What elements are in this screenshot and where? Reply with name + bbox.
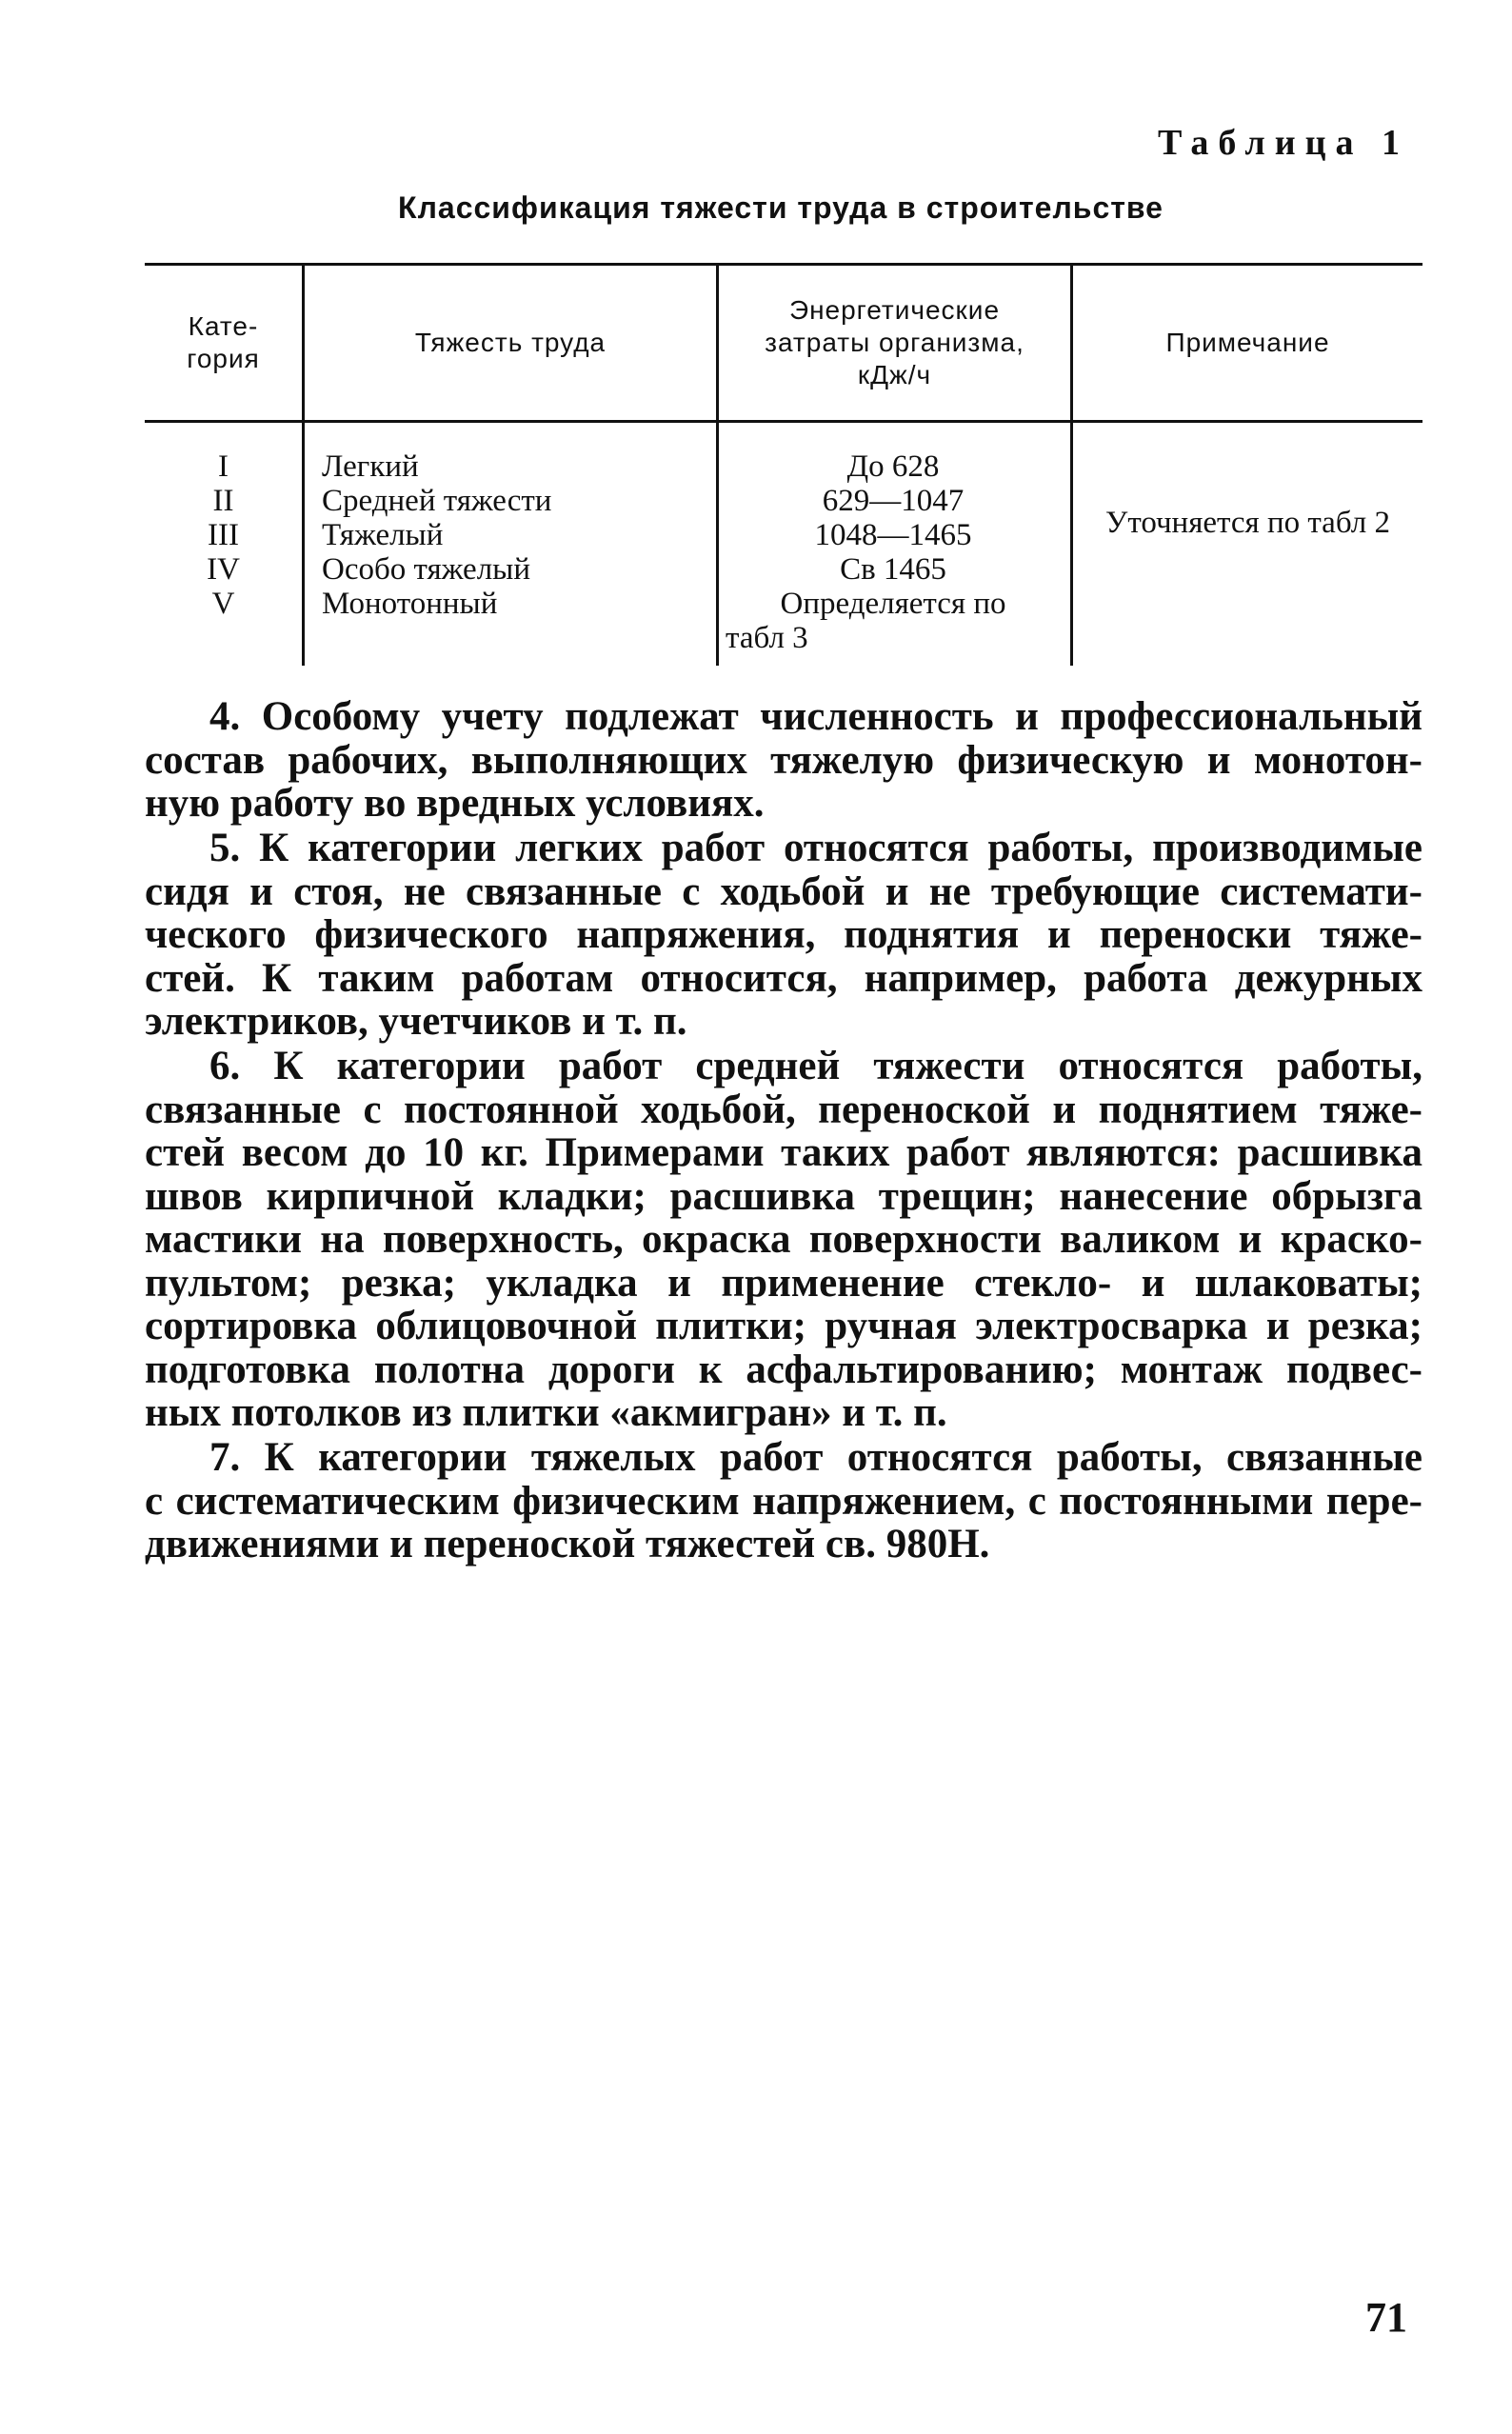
energy-cell: До 628 bbox=[846, 449, 940, 484]
energy-column bbox=[716, 449, 1070, 655]
column-divider bbox=[716, 266, 719, 420]
category-cell: II bbox=[212, 484, 234, 518]
severity-cell: Особо тяжелый bbox=[322, 552, 530, 587]
column-divider bbox=[716, 423, 719, 666]
header-category: Кате- гория bbox=[187, 311, 260, 373]
severity-cell: Легкий bbox=[322, 449, 419, 484]
page-number: 71 bbox=[1365, 2294, 1407, 2341]
category-column bbox=[145, 449, 302, 621]
table-label: Таблица 1 bbox=[1157, 123, 1409, 163]
note-cell: Уточняется по табл 2 bbox=[1104, 505, 1391, 540]
paragraph-7: 7. К категории тяжелых работ относятся работы, связанные с систематическим физическим напряжением, с постоянными пере- движениями и переноской тяжестей св. 980Н. bbox=[145, 1435, 1422, 1566]
energy-cell: Определяется по bbox=[780, 587, 1006, 621]
column-divider bbox=[302, 423, 305, 666]
paragraph-6: 6. К категории работ средней тяжести относятся работы, связанные с постоянной ходьбой, переноской и поднятием тяже- стей весом до 10 кг. Примерами таких работ являются: расшивка швов кирпичной кладки; расшивка трещин; нанесение обрызга мастики на поверхность, окраска поверхности валиком и краско- пультом; резка; укладка и применение стекло- и шлаковаты; сортировка облицовочной плитки; ручная электросварка и резка; подготовка полотна дороги к асфальтированию; монтаж подвес- ных потолков из плитки «акмигран» и т. п. bbox=[145, 1044, 1422, 1435]
severity-cell: Монотонный bbox=[322, 587, 498, 621]
column-divider bbox=[1070, 266, 1073, 420]
category-cell: IV bbox=[207, 552, 240, 587]
table-body bbox=[145, 423, 1422, 666]
severity-cell: Средней тяжести bbox=[322, 484, 552, 518]
paragraph-4: 4. Особому учету подлежат численность и профессиональный состав рабочих, выполняющих тяжелую физическую и монотон- ную работу во вредных условиях. bbox=[145, 694, 1422, 826]
table-title: Классификация тяжести труда в строительстве bbox=[398, 190, 1164, 225]
energy-cell: 629—1047 bbox=[822, 484, 965, 518]
header-energy: Энергетические затраты организма, кДж/ч bbox=[765, 295, 1025, 389]
severity-column bbox=[322, 449, 722, 621]
paragraph-5: 5. К категории легких работ относятся работы, производимые сидя и стоя, не связанные с ходьбой и не требующие системати- ческого физического напряжения, поднятия и переноски тяже- стей. К таким работам относится, например, работа дежурных электриков, учетчиков и т. п. bbox=[145, 826, 1422, 1044]
table-header-row bbox=[145, 266, 1422, 423]
category-cell: I bbox=[218, 449, 229, 484]
category-cell: V bbox=[211, 587, 235, 621]
energy-cell: 1048—1465 bbox=[814, 518, 972, 552]
category-cell: III bbox=[208, 518, 239, 552]
column-divider bbox=[302, 266, 305, 420]
column-divider bbox=[1070, 423, 1073, 666]
severity-cell: Тяжелый bbox=[322, 518, 444, 552]
energy-cell-continuation: табл 3 bbox=[726, 621, 808, 655]
header-severity: Тяжесть труда bbox=[414, 328, 607, 357]
energy-cell: Св 1465 bbox=[840, 552, 946, 587]
classification-table bbox=[145, 263, 1422, 666]
header-note: Примечание bbox=[1165, 328, 1330, 357]
